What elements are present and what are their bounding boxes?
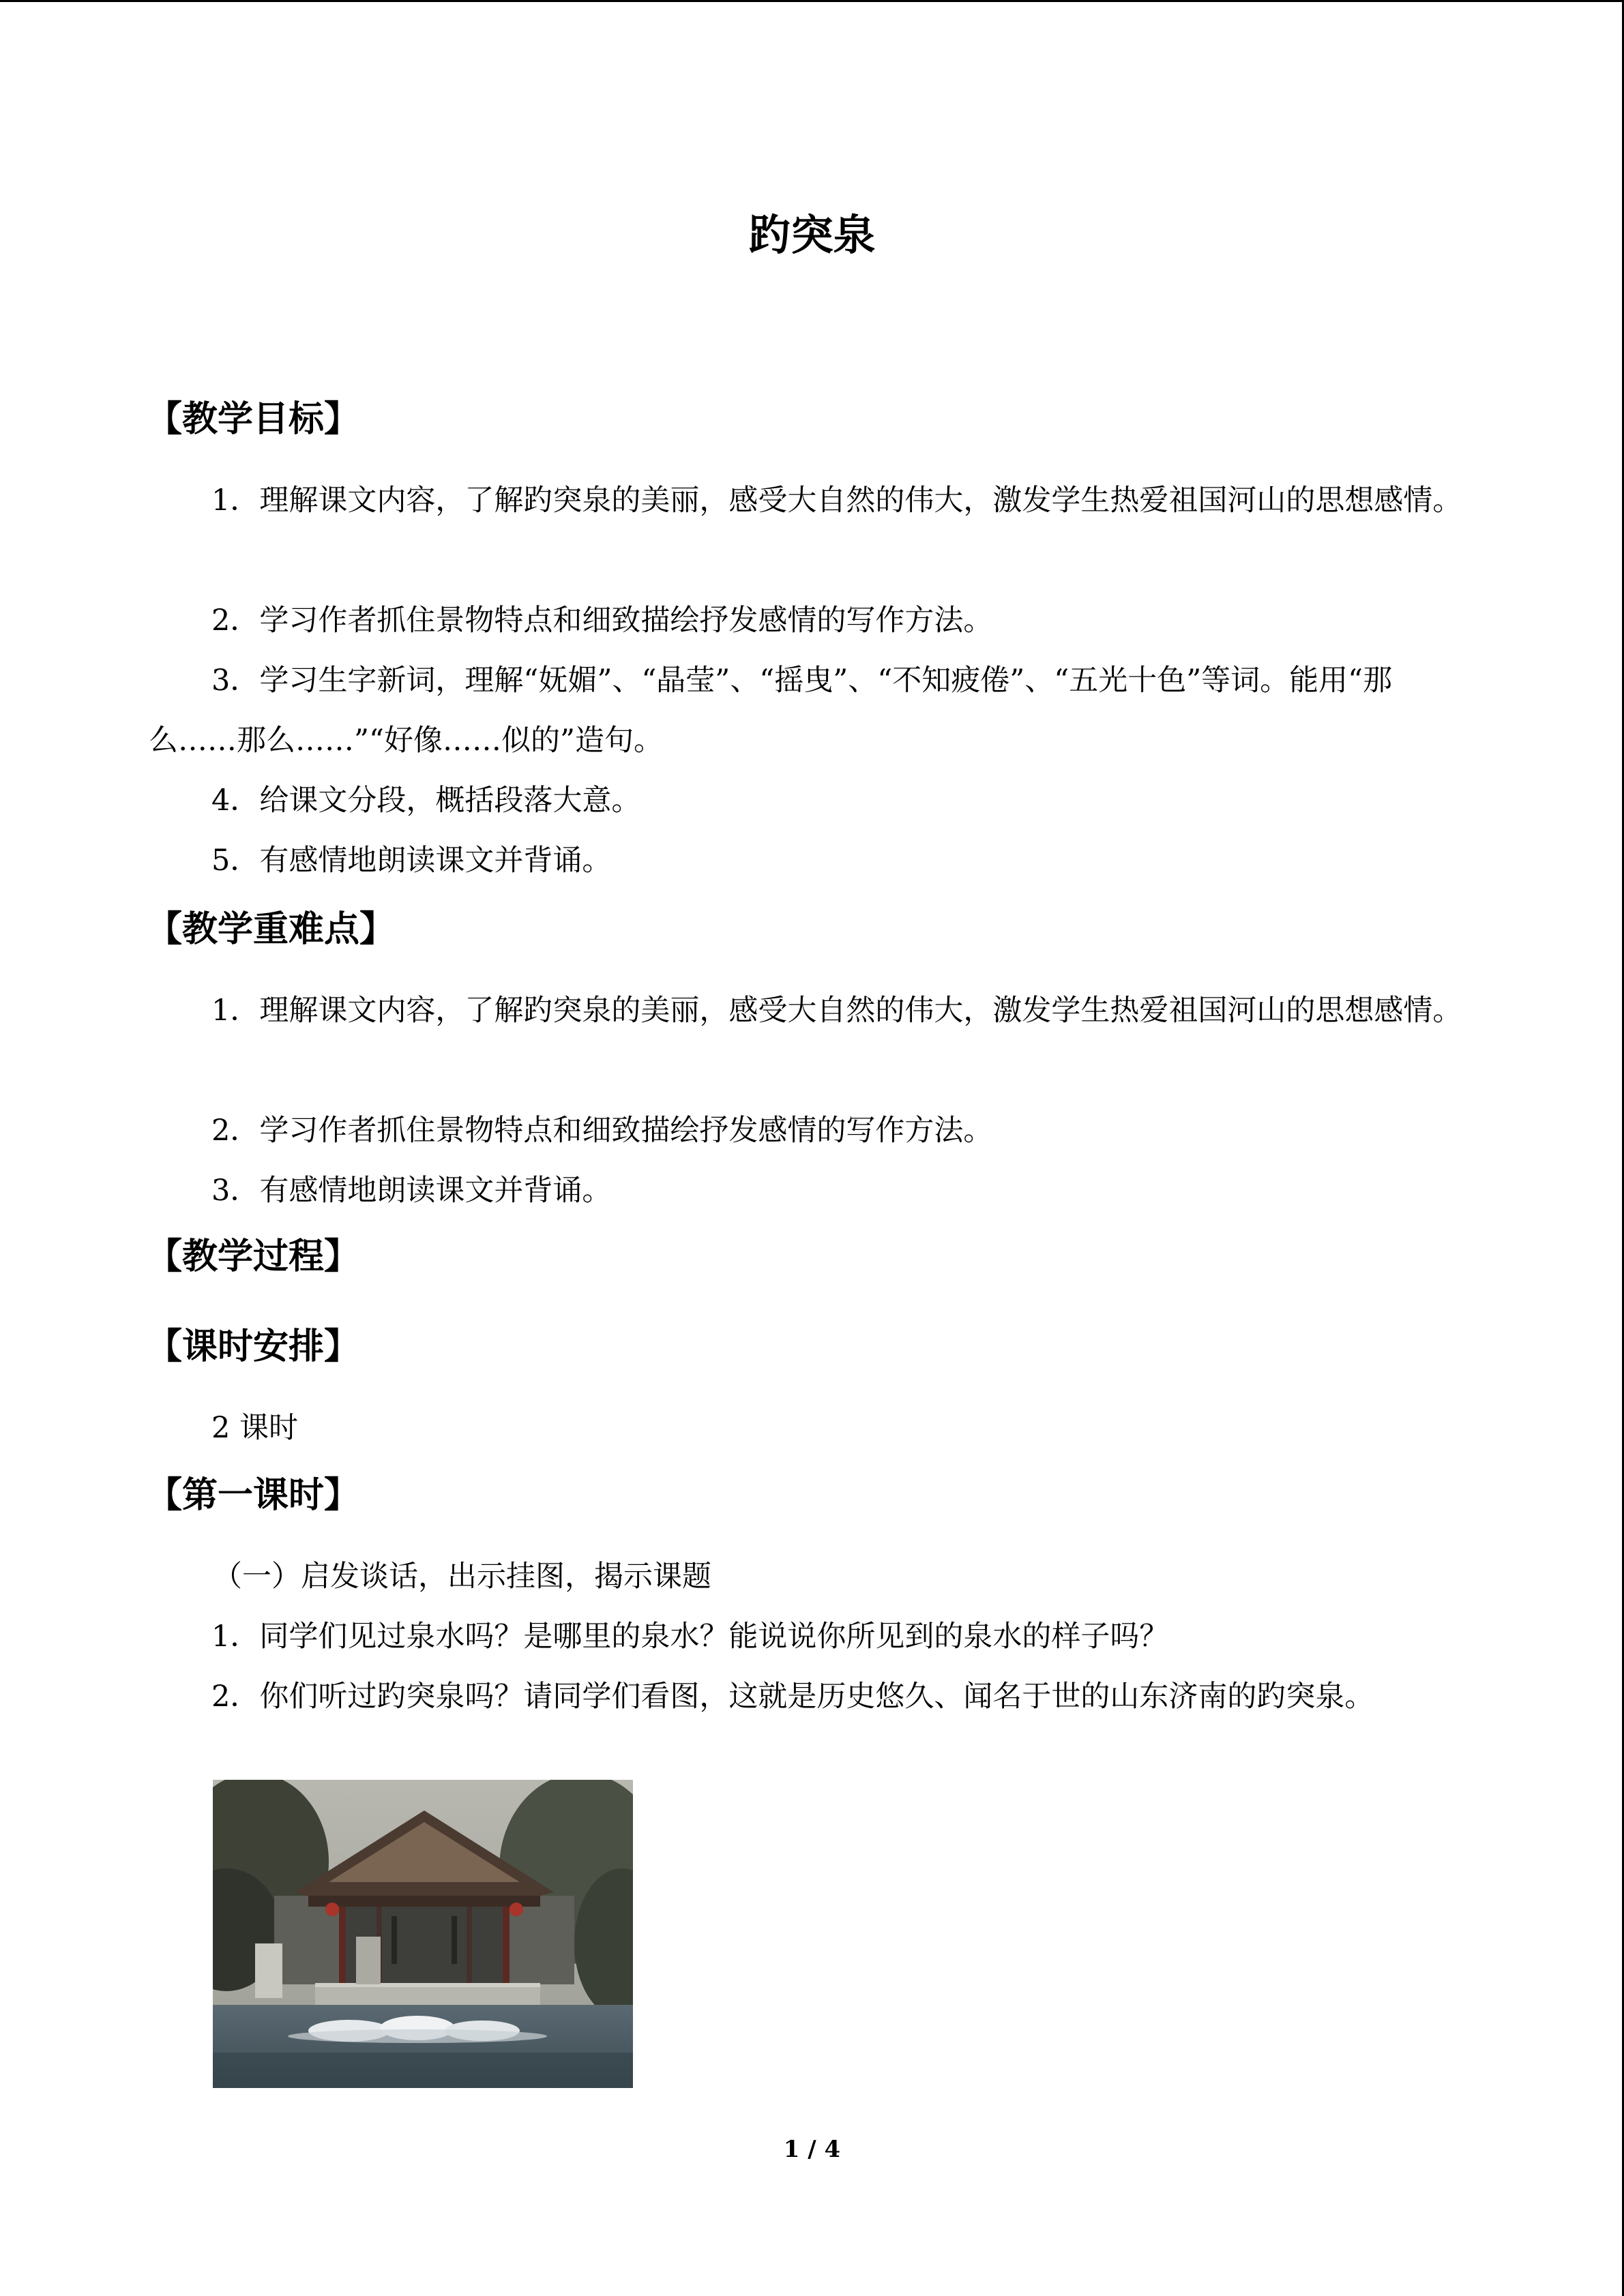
baotu-spring-photo (213, 1780, 633, 2088)
objective-item-5: 5．有感情地朗读课文并背诵。 (211, 844, 612, 878)
key-point-item-3: 3．有感情地朗读课文并背诵。 (211, 1174, 612, 1208)
lesson1-item-intro: （一）启发谈话，出示挂图，揭示课题 (213, 1560, 711, 1594)
objective-item-3: 3．学习生字新词，理解“妩媚”、“晶莹”、“摇曳”、“不知疲倦”、“五光十色”等词。能用“那么……那么……”“好像……似的”造句。 (149, 664, 1393, 758)
lesson1-item-2: 2．你们听过趵突泉吗？请同学们看图，这就是历史悠久、闻名于世的山东济南的趵突泉。 (211, 1680, 1374, 1714)
key-point-item-2: 2．学习作者抓住景物特点和细致描绘抒发感情的写作方法。 (211, 1114, 993, 1148)
lesson1-item-1: 1．同学们见过泉水吗？是哪里的泉水？能说说你所见到的泉水的样子吗？ (211, 1620, 1169, 1654)
heading-process: 【教学过程】 (147, 1236, 360, 1277)
heading-lesson-1: 【第一课时】 (147, 1475, 360, 1516)
objective-item-4: 4．给课文分段，概括段落大意。 (211, 784, 641, 818)
page-number: 1 / 4 (783, 2136, 841, 2163)
heading-schedule: 【课时安排】 (147, 1326, 360, 1367)
page-title: 趵突泉 (748, 210, 876, 260)
schedule-text: 2 课时 (211, 1411, 299, 1445)
top-border-line (0, 0, 1624, 2)
heading-objectives: 【教学目标】 (147, 399, 360, 440)
key-point-item-1: 1．理解课文内容，了解趵突泉的美丽，感受大自然的伟大，激发学生热爱祖国河山的思想感情。 (211, 994, 1462, 1028)
objective-item-2: 2．学习作者抓住景物特点和细致描绘抒发感情的写作方法。 (211, 603, 993, 638)
heading-key-points: 【教学重难点】 (147, 909, 396, 950)
objective-item-1: 1．理解课文内容，了解趵突泉的美丽，感受大自然的伟大，激发学生热爱祖国河山的思想感情。 (211, 483, 1462, 518)
